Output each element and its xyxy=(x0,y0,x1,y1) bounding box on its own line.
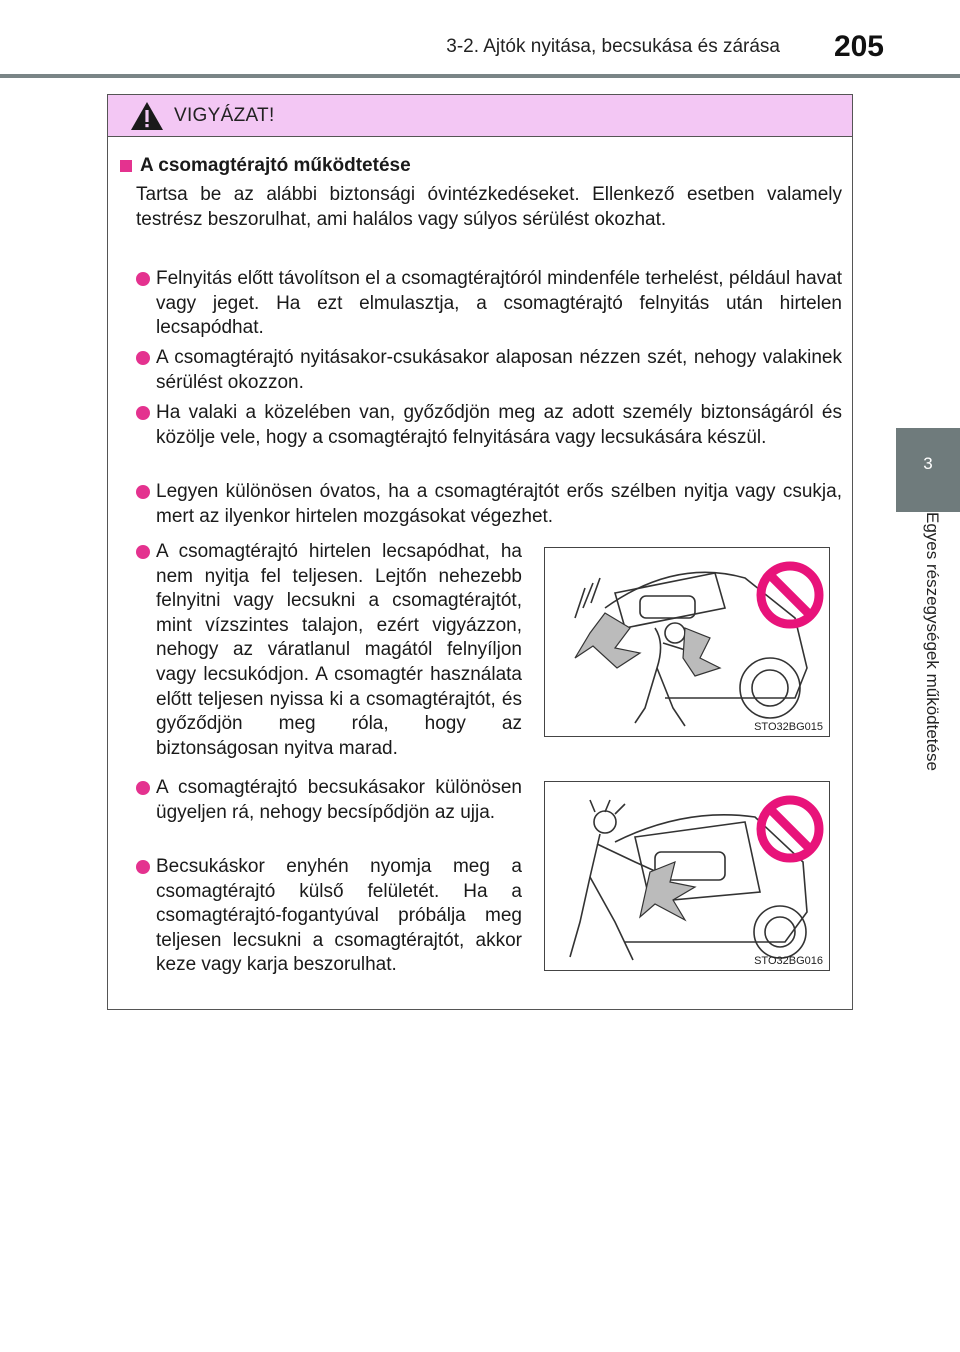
bullet-dot-icon xyxy=(136,860,150,874)
illustration-tailgate-slam xyxy=(544,547,830,737)
chapter-tab xyxy=(896,428,960,512)
header-rule xyxy=(0,74,960,78)
page-number: 205 xyxy=(833,30,884,63)
list-item xyxy=(136,346,842,395)
list-item xyxy=(136,776,522,825)
list-item xyxy=(136,267,842,341)
bullet-dot-icon xyxy=(136,485,150,499)
list-item-text: Becsukáskor enyhén nyomja meg a csomagtérajtó külső felületét. Ha a csomagtérajtó-fogantyúval próbálja meg teljesen lecsukni a csomagtérajtót, akkor keze vagy karja beszorulhat. xyxy=(156,856,522,976)
list-item xyxy=(136,480,842,529)
illustration-code: STO32BG016 xyxy=(754,955,823,967)
prohibition-icon xyxy=(755,794,825,864)
bullet-dot-icon xyxy=(136,272,150,286)
list-item xyxy=(136,401,842,450)
warning-label: VIGYÁZAT! xyxy=(174,104,275,126)
prohibition-icon xyxy=(755,560,825,630)
list-item-text: Legyen különösen óvatos, ha a csomagtérajtót erős szélben nyitja vagy csukja, mert az ilyenkor hirtelen mozgásokat végezhet. xyxy=(156,481,842,527)
running-header-section: 3-2. Ajtók nyitása, becsukása és zárása xyxy=(446,36,780,57)
bullet-dot-icon xyxy=(136,781,150,795)
list-item-text: Ha valaki a közelében van, győződjön meg az adott személy biztonságáról és közölje vele, hogy a csomagtérajtó felnyitására vagy lecsukására készül. xyxy=(156,402,842,448)
warning-box xyxy=(107,94,853,1010)
list-item-text: A csomagtérajtó hirtelen lecsapódhat, ha nem nyitja fel teljesen. Lejtőn nehezebb felnyitni vagy lecsukni a csomagtérajtót, mint vízszintes talajon, ezért vigyázzon, nehogy az váratlanul magától felnyíljon vagy lecsukódjon. A csomagtér használata előtt teljesen nyissa ki a csomagtérajtót, és győződjön meg róla, hogy az biztonságosan nyitva marad. xyxy=(156,541,522,759)
bullet-dot-icon xyxy=(136,406,150,420)
list-item xyxy=(136,855,522,978)
list-item-text: A csomagtérajtó nyitásakor-csukásakor alaposan nézzen szét, nehogy valakinek sérülést okozzon. xyxy=(156,347,842,393)
list-item-text: Felnyitás előtt távolítson el a csomagtérajtóról mindenféle terhelést, például havat vagy jeget. Ha ezt elmulasztja, a csomagtérajtó felnyitás után hirtelen lecsapódhat. xyxy=(156,268,842,339)
bullet-dot-icon xyxy=(136,351,150,365)
list-item-text: A csomagtérajtó becsukásakor különösen ügyeljen rá, nehogy becsípődjön az ujja. xyxy=(156,777,522,823)
square-bullet-icon xyxy=(120,160,132,172)
illustration-code: STO32BG015 xyxy=(754,721,823,733)
chapter-title: Egyes részegységek működtetése xyxy=(923,512,942,771)
warning-header xyxy=(108,95,852,137)
bullet-dot-icon xyxy=(136,545,150,559)
list-item xyxy=(136,540,522,761)
intro-text: Tartsa be az alábbi biztonsági óvintézkedéseket. Ellenkező esetben valamely testrész beszorulhat, ami halálos vagy súlyos sérülést okozhat. xyxy=(136,184,842,230)
warning-triangle-icon xyxy=(130,101,164,131)
illustration-finger-pinch xyxy=(544,781,830,971)
chapter-number: 3 xyxy=(923,454,933,473)
section-title: A csomagtérajtó működtetése xyxy=(140,155,411,176)
section-heading xyxy=(120,155,411,177)
